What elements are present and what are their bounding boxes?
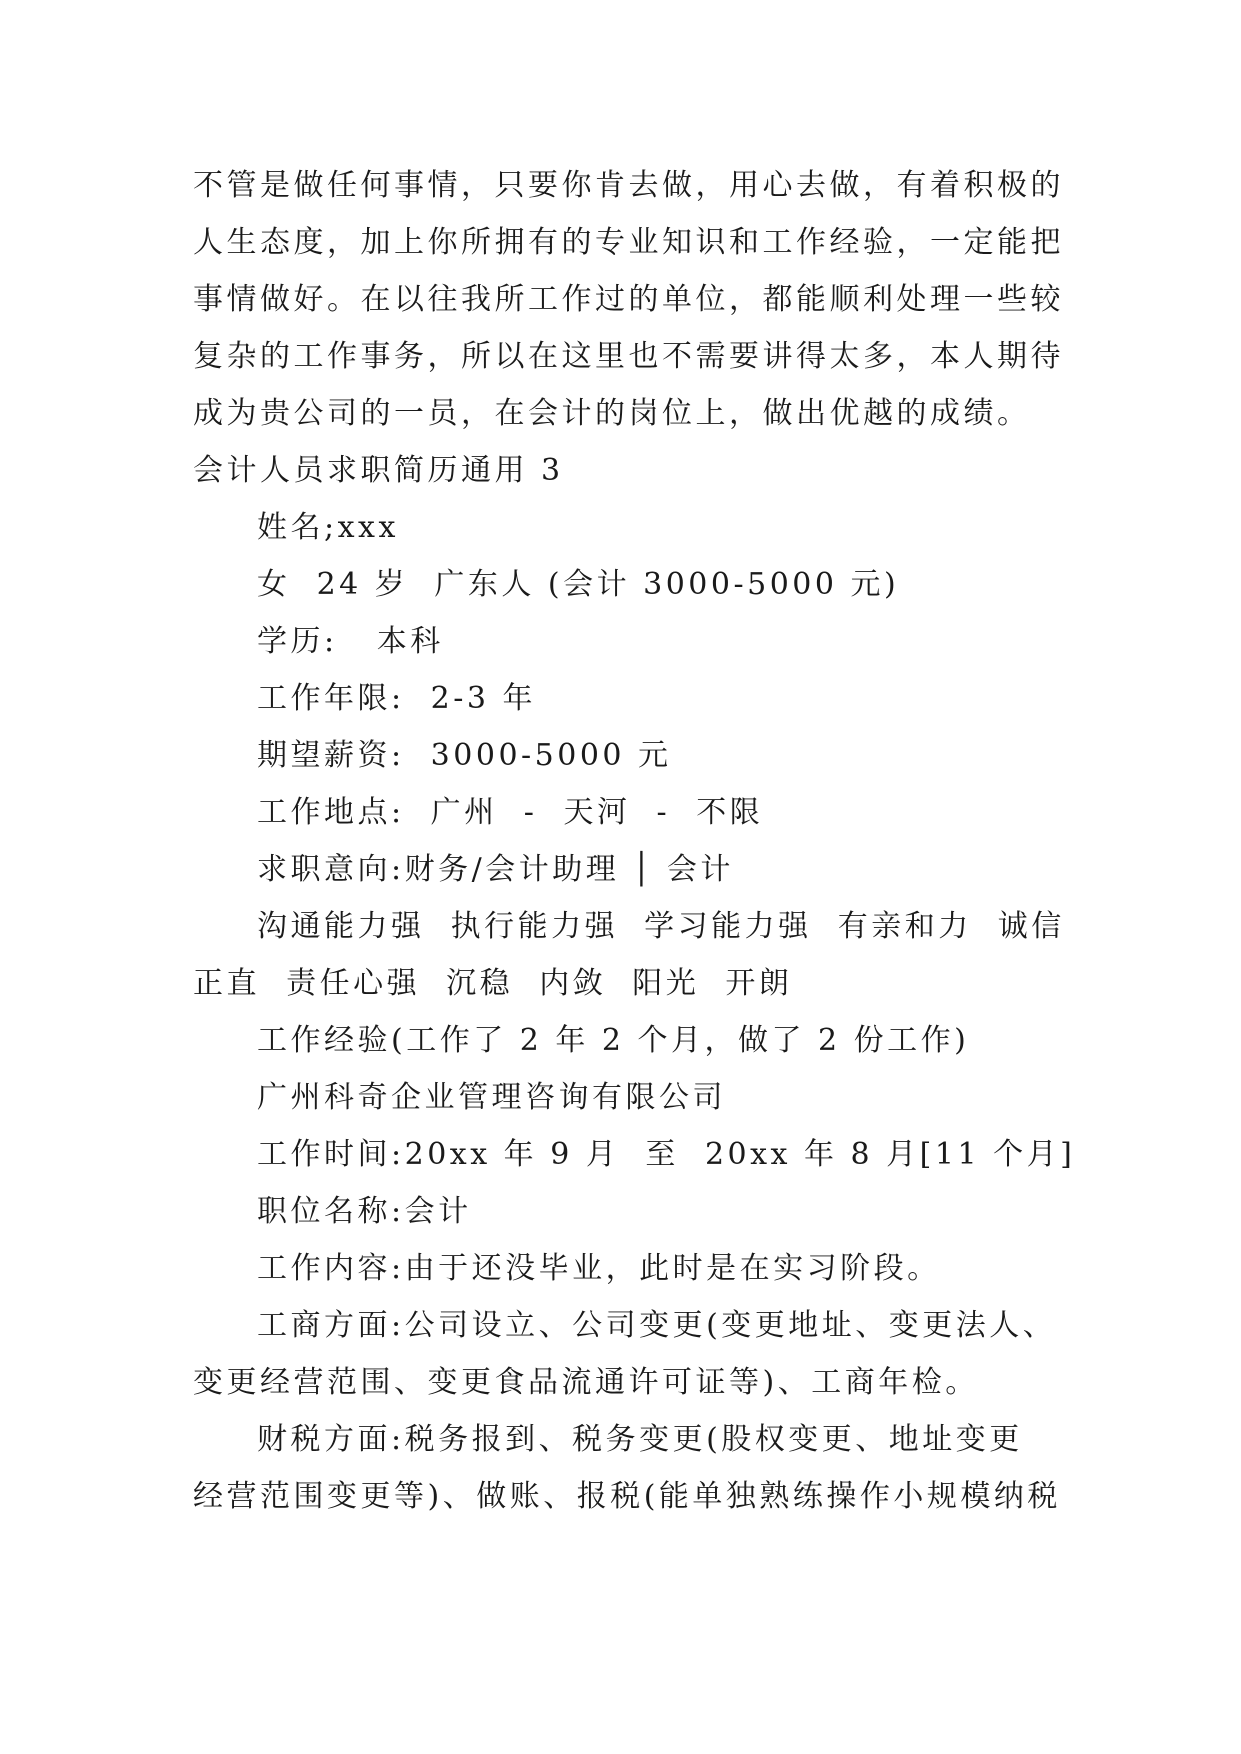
work-experience-heading: 工作经验(工作了 2 年 2 个月，做了 2 份工作): [257, 1023, 970, 1058]
basic-info-line: 女 24 岁 广东人 (会计 3000-5000 元): [257, 567, 900, 602]
finance-tax-line: 财税方面:税务报到、税务变更(股权变更、地址变更: [257, 1422, 1023, 1457]
finance-tax-line-cont: 经营范围变更等)、做账、报税(能单独熟练操作小规模纳税: [193, 1479, 1061, 1514]
work-location-line: 工作地点: 广州 - 天河 - 不限: [257, 795, 764, 830]
strengths-line-cont: 正直 责任心强 沉稳 内敛 阳光 开朗: [193, 966, 793, 1001]
business-affairs-line-cont: 变更经营范围、变更食品流通许可证等)、工商年检。: [193, 1365, 979, 1400]
expected-salary-line: 期望薪资: 3000-5000 元: [257, 738, 672, 773]
education-line: 学历: 本科: [257, 624, 444, 659]
paragraph-line: 不管是做任何事情，只要你肯去做，用心去做，有着积极的: [193, 168, 1064, 203]
paragraph-line: 人生态度，加上你所拥有的专业知识和工作经验，一定能把: [193, 225, 1064, 260]
paragraph-line: 成为贵公司的一员，在会计的岗位上，做出优越的成绩。: [193, 396, 1031, 431]
job-content-line: 工作内容:由于还没毕业，此时是在实习阶段。: [257, 1251, 941, 1286]
section-heading: 会计人员求职简历通用 3: [193, 453, 564, 488]
paragraph-line: 复杂的工作事务，所以在这里也不需要讲得太多，本人期待: [193, 339, 1064, 374]
strengths-line: 沟通能力强 执行能力强 学习能力强 有亲和力 诚信: [257, 909, 1065, 944]
name-line: 姓名;xxx: [257, 510, 399, 545]
position-line: 职位名称:会计: [257, 1194, 472, 1229]
work-period-line: 工作时间:20xx 年 9 月 至 20xx 年 8 月[11 个月]: [257, 1137, 1076, 1172]
business-affairs-line: 工商方面:公司设立、公司变更(变更地址、变更法人、: [257, 1308, 1057, 1343]
work-years-line: 工作年限: 2-3 年: [257, 681, 537, 716]
company-name: 广州科奇企业管理咨询有限公司: [257, 1080, 726, 1115]
job-intention-line: 求职意向:财务/会计助理 │ 会计: [257, 852, 734, 887]
paragraph-line: 事情做好。在以往我所工作过的单位，都能顺利处理一些较: [193, 282, 1064, 317]
